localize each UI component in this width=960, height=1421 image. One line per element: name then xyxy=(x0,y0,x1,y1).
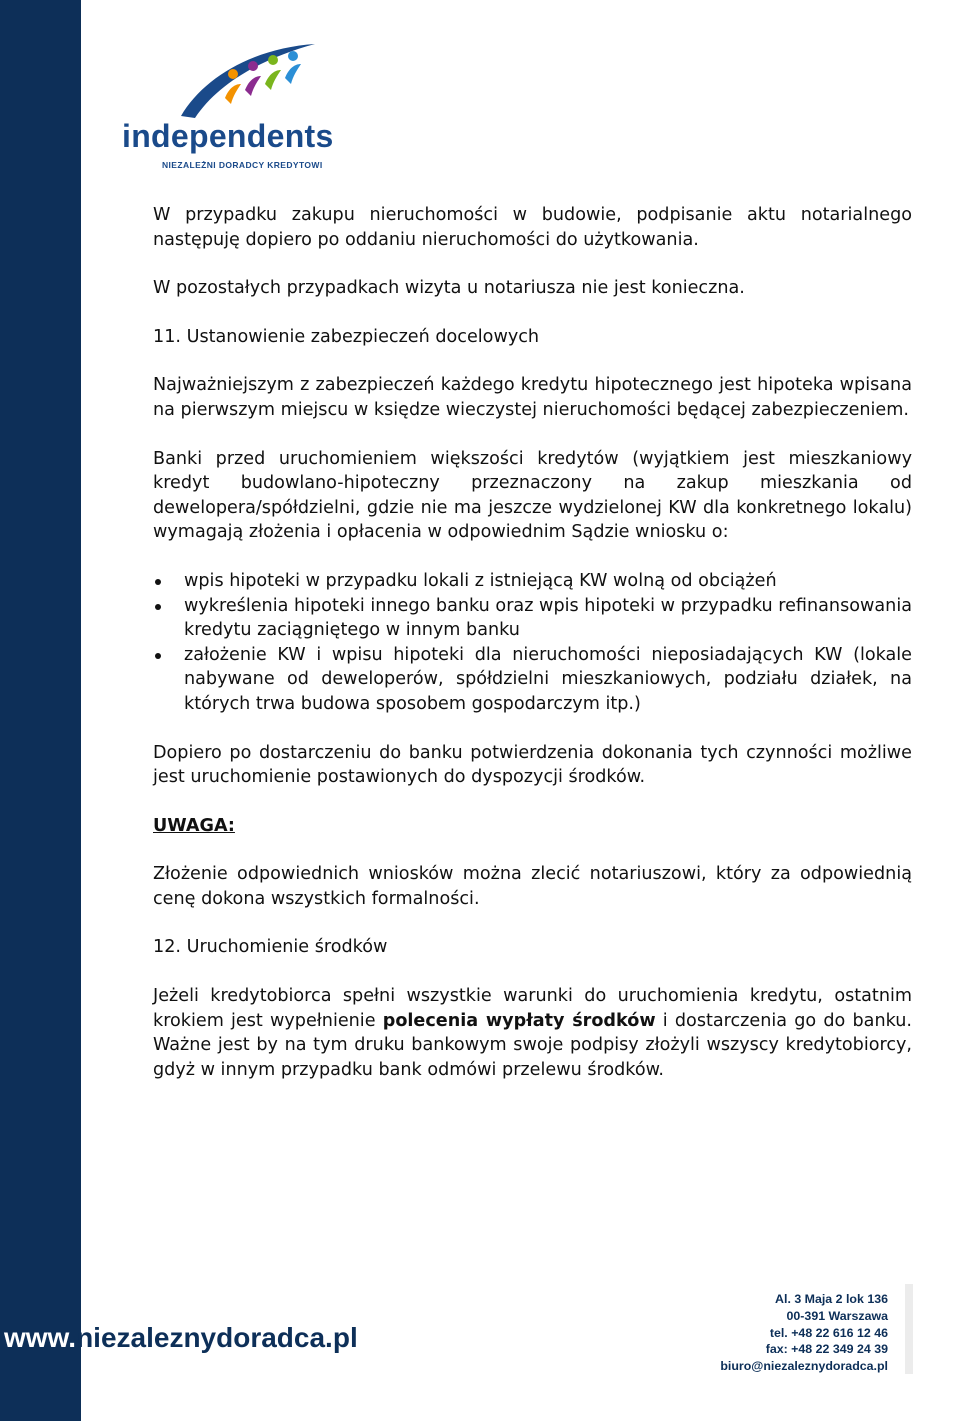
logo-tagline: NIEZALEŻNI DORADCY KREDYTOWI xyxy=(162,160,323,170)
fax-number: fax: +48 22 349 24 39 xyxy=(765,1342,888,1357)
address-line-1: Al. 3 Maja 2 lok 136 xyxy=(775,1292,888,1306)
company-logo xyxy=(118,38,334,178)
footer-contact-block xyxy=(720,1291,888,1375)
text-fragment: i dostarczenia go do banku. Ważne jest by na tym druku bankowym swoje podpisy złożyli wszyscy kredytobiorcy, gdyż w innym przypadku bank odmówi przelewu środków. xyxy=(153,1010,912,1080)
paragraph-disbursement xyxy=(153,984,912,1082)
bold-term: polecenia wypłaty środków xyxy=(382,1010,656,1031)
footer-url-domain: niezaleznydoradca.pl xyxy=(76,1322,358,1353)
requirements-list xyxy=(153,569,912,717)
list-item: wpis hipoteki w przypadku lokali z istniejącą KW wolną od obciążeń xyxy=(153,569,912,594)
paragraph-delivery-confirmation: Dopiero po dostarczeniu do banku potwierdzenia dokonania tych czynności możliwe jest uruchomienie postawionych do dyspozycji środków. xyxy=(153,742,912,788)
footer-website xyxy=(4,1322,358,1354)
address-line-2: 00-391 Warszawa xyxy=(786,1308,888,1323)
logo-figures-icon xyxy=(173,38,323,123)
phone-number: tel. +48 22 616 12 46 xyxy=(769,1325,888,1340)
section-heading-12: 12. Uruchomienie środków xyxy=(153,937,388,958)
document-body xyxy=(153,203,912,1106)
paragraph-mortgage-security: Najważniejszym z zabezpieczeń każdego kredytu hipotecznego jest hipoteka wpisana na pierwszym miejscu w księdze wieczystej nieruchomości będącej zabezpieczeniem. xyxy=(153,375,912,420)
text-fragment: Jeżeli kredytobiorca spełni wszystkie warunki do uruchomienia kredytu, ostatnim krokiem jest wypełnienie xyxy=(153,986,912,1031)
logo-wordmark: independents xyxy=(122,118,334,154)
paragraph-building-purchase: W przypadku zakupu nieruchomości w budowie, podpisanie aktu notarialnego następuję dopiero po oddaniu nieruchomości do użytkowania. xyxy=(153,205,912,250)
warning-label: UWAGA: xyxy=(153,815,235,836)
footer-url-prefix: www. xyxy=(4,1322,77,1353)
list-item: wykreślenia hipoteki innego banku oraz wpis hipoteki w przypadku refinansowania kredytu zaciągniętego w innym banku xyxy=(153,594,912,643)
paragraph-notary-commission: Złożenie odpowiednich wniosków można zlecić notariuszowi, który za odpowiednią cenę dokona wszystkich formalności. xyxy=(153,864,912,909)
left-sidebar-band xyxy=(0,0,81,1421)
paragraph-notary-visit: W pozostałych przypadkach wizyta u notariusza nie jest konieczna. xyxy=(153,278,745,299)
paragraph-banks-requirements: Banki przed uruchomieniem większości kredytów (wyjątkiem jest mieszkaniowy kredyt budowlano-hipoteczny przeznaczony na zakup mieszkania od dewelopera/spółdzielni, gdzie nie ma jeszcze wydzielonej KW dla konkretnego lokalu) wymagają złożenia i opłacenia w odpowiednim Sądzie wniosku o: xyxy=(153,448,912,543)
footer-divider xyxy=(905,1284,913,1374)
email-address: biuro@niezaleznydoradca.pl xyxy=(720,1359,888,1374)
list-item: założenie KW i wpisu hipoteki dla nieruchomości nieposiadających KW (lokale nabywane od deweloperów, spółdzielni mieszkaniowych, podziału działek, na których trwa budowa sposobem gospodarczym itp.) xyxy=(153,643,912,717)
section-heading-11: 11. Ustanowienie zabezpieczeń docelowych xyxy=(153,326,540,347)
